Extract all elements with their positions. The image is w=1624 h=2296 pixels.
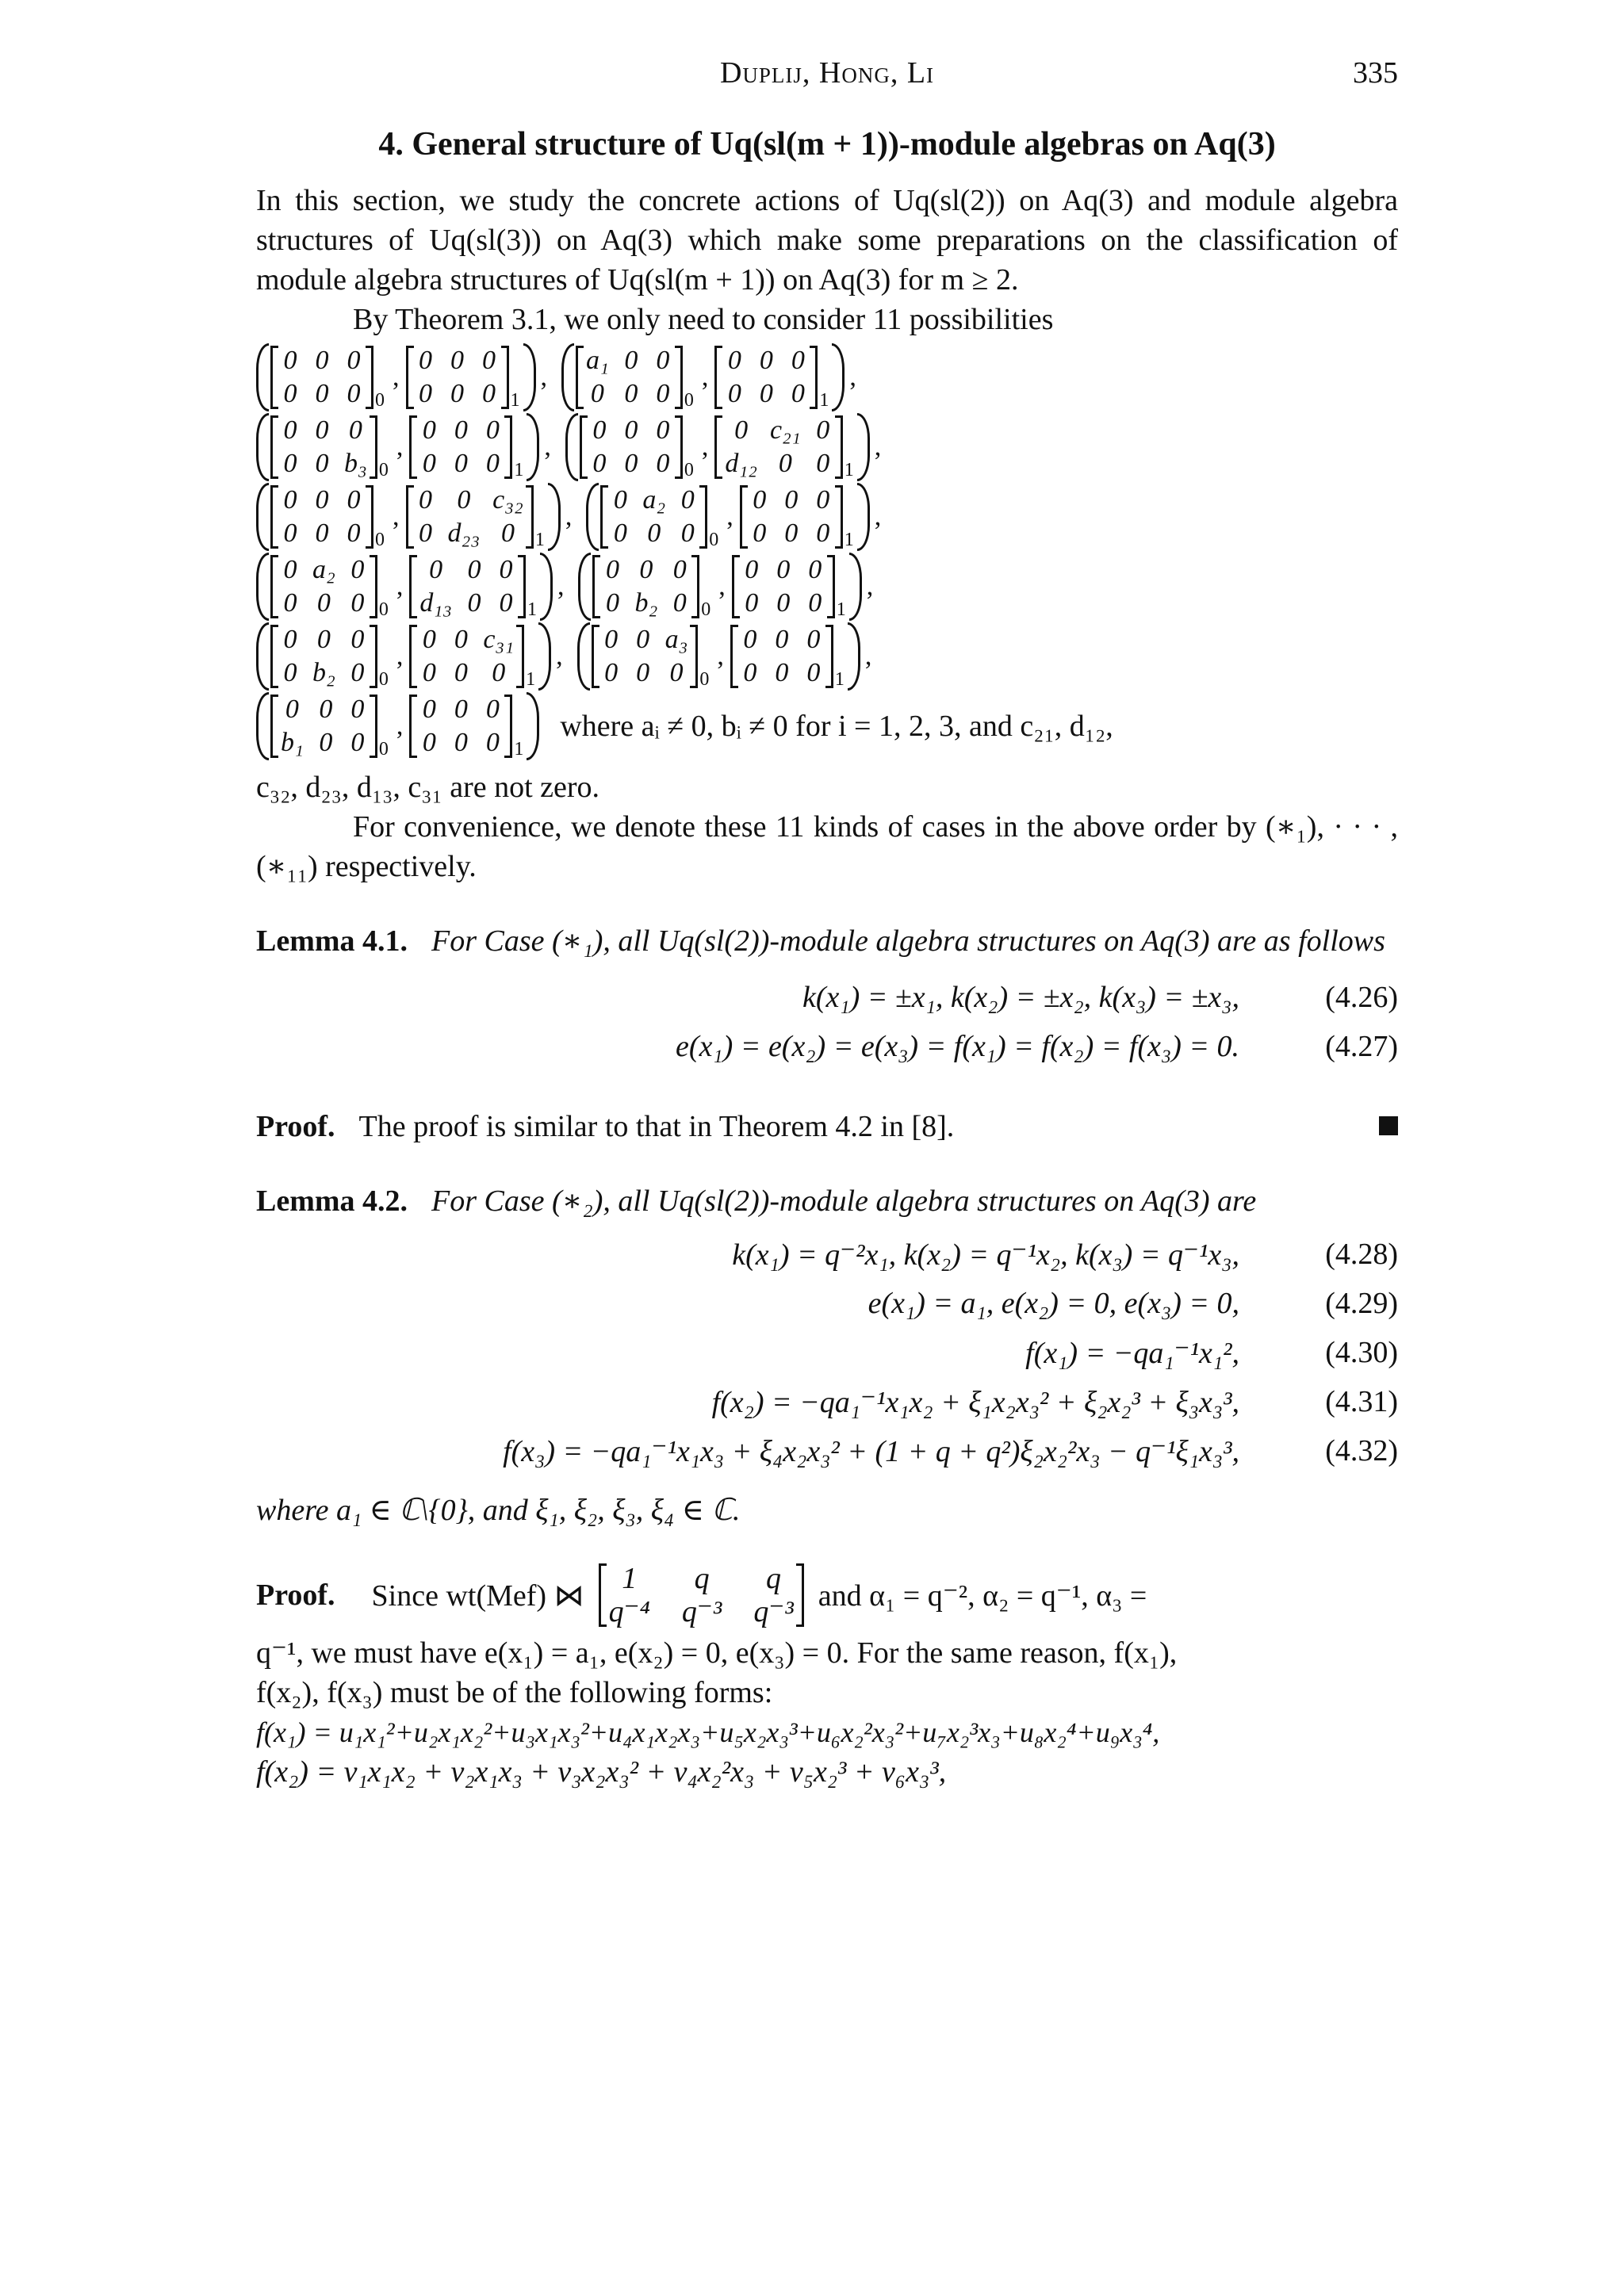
case-pair: 0 0 a₃ 0 0 0 0 , 0 0 0 0 0 0 1 ,: [577, 622, 877, 691]
case-pair: 0 0 0 0 b₂ 0 0 , 0 0 0 0 0 0 1 ,: [578, 553, 878, 621]
theorem-reference: By Theorem 3.1, we only need to consider 11 possibilities: [353, 303, 1054, 336]
lemma-4-1: [256, 921, 1398, 1078]
proof-since: Since wt(Mef) ⋈: [371, 1578, 584, 1613]
lemma-where-clause: where a₁ ∈ ℂ\{0}, and ξ₁, ξ₂, ξ₃, ξ₄ ∈ ℂ.: [256, 1494, 741, 1527]
equation-body: k(x₁) = q⁻²x₁, k(x₂) = q⁻¹x₂, k(x₃) = q⁻¹x₃,: [732, 1238, 1239, 1272]
matrix-0: 0 0 a₃ 0 0 0: [592, 625, 699, 688]
equation-number: (4.32): [1325, 1434, 1398, 1468]
proof-label: Proof.: [256, 1578, 335, 1612]
section-title: 4. General structure of Uq(sl(m + 1))-module algebras on Aq(3): [378, 126, 1276, 163]
proof-after: and α₁ = q⁻², α₂ = q⁻¹, α₃ =: [818, 1578, 1147, 1613]
proof-4-1: [256, 1107, 1398, 1146]
matrix-0: 0 a₂ 0 0 0 0: [600, 485, 707, 549]
proof-line: q⁻¹, we must have e(x₁) = a₁, e(x₂) = 0, e(x₃) = 0. For the same reason, f(x₁),: [256, 1636, 1178, 1670]
case-pair: 0 0 0 0 0 0 0 , 0 0 c₃₂ 0 d₂₃ 0 1 ,: [256, 483, 576, 551]
equation: [256, 1335, 1398, 1384]
lemma-statement: For Case (∗₂), all Uq(sl(2))-module algebra structures on Aq(3) are: [431, 1184, 1257, 1218]
case-pair: 0 0 0 0 0 0 0 , 0 c₂₁ 0 d₁₂ 0 0 1 ,: [565, 413, 886, 481]
case-condition-continued: c₃₂, d₂₃, d₁₃, c₃₁ are not zero.: [256, 771, 600, 804]
case-list: [256, 342, 1398, 761]
matrix-1: 0 0 0 0 0 0: [406, 346, 509, 409]
matrix-1: 0 0 0 0 0 0: [732, 555, 835, 618]
matrix-0: 0 0 0 0 0 0: [270, 485, 373, 549]
matrix-0: a₁ 0 0 0 0 0: [576, 346, 683, 409]
equation-number: (4.29): [1325, 1287, 1398, 1320]
matrix-1: 0 0 0 0 0 0: [714, 346, 818, 409]
equation: [256, 980, 1398, 1029]
lemma-label: Lemma 4.1.: [256, 924, 408, 958]
qed-square-icon: [1379, 1116, 1398, 1135]
matrix-0: 0 a₂ 0 0 0 0: [270, 555, 377, 618]
matrix-1: 0 0 0 0 0 0: [409, 695, 512, 758]
case-pair: 0 0 0 0 b₂ 0 0 , 0 0 c₃₁ 0 0 0 1 ,: [256, 622, 568, 691]
equation-number: (4.28): [1325, 1238, 1398, 1271]
proof-line: f(x₁) = u₁x₁²+u₂x₁x₂²+u₃x₁x₃²+u₄x₁x₂x₃+u₅x₂x₃³+u₆x₂²x₃²+u₇x₂³x₃+u₈x₂⁴+u₉x₃⁴,: [256, 1716, 1160, 1748]
equation-number: (4.27): [1325, 1030, 1398, 1063]
proof-label: Proof.: [256, 1110, 335, 1143]
equation-body: f(x₁) = −qa₁⁻¹x₁²,: [1025, 1337, 1239, 1370]
weight-matrix: 1 q q q⁻⁴ q⁻³ q⁻³: [599, 1563, 804, 1627]
lemma-4-2: [256, 1181, 1398, 1530]
header-authors: Duplij, Hong, Li: [719, 56, 935, 90]
matrix-1: 0 0 0 0 0 0: [740, 485, 843, 549]
page-number: 335: [1353, 56, 1398, 90]
matrix-0: 0 0 0 0 0 0: [580, 415, 683, 479]
convenience-paragraph: For convenience, we denote these 11 kinds of cases in the above order by (∗₁), · · · , (∗₁₁) respectively.: [256, 810, 1398, 883]
proof-line: f(x₂) = v₁x₁x₂ + v₂x₁x₃ + v₃x₂x₃² + v₄x₂²x₃ + v₅x₂³ + v₆x₃³,: [256, 1755, 947, 1789]
lemma-statement: For Case (∗₁), all Uq(sl(2))-module algebra structures on Aq(3) are as follows: [431, 924, 1385, 958]
equation-number: (4.30): [1325, 1336, 1398, 1369]
equation: [256, 1433, 1398, 1483]
equation-body: e(x₁) = e(x₂) = e(x₃) = f(x₁) = f(x₂) = f(x₃) = 0.: [676, 1030, 1239, 1063]
case-condition: where aᵢ ≠ 0, bᵢ ≠ 0 for i = 1, 2, 3, and c₂₁, d₁₂,: [560, 710, 1113, 743]
case-pair: 0 a₂ 0 0 0 0 0 , 0 0 0 d₁₃ 0 0 1 ,: [256, 553, 569, 621]
case-pair: 0 0 0 0 0 b₃ 0 , 0 0 0 0 0 0 1 ,: [256, 413, 556, 481]
intro-paragraph: In this section, we study the concrete actions of Uq(sl(2)) on Aq(3) and module algebra structures of Uq(sl(3)) on Aq(3) which make some preparations on the classification of module algebra structures of Uq(sl(m + 1)) on Aq(3) for m ≥ 2.: [256, 184, 1398, 297]
matrix-1: 0 0 0 d₁₃ 0 0: [409, 555, 526, 618]
case-pair: 0 0 0 b₁ 0 0 0 , 0 0 0 0 0 0 1: [256, 692, 539, 760]
case-pair: 0 0 0 0 0 0 0 , 0 0 0 0 0 0 1 ,: [256, 343, 552, 411]
matrix-0: 0 0 0 b₁ 0 0: [270, 695, 377, 758]
equation-body: e(x₁) = a₁, e(x₂) = 0, e(x₃) = 0,: [868, 1287, 1239, 1320]
lemma-label: Lemma 4.2.: [256, 1184, 408, 1218]
equation: [256, 1237, 1398, 1286]
equation-body: f(x₂) = −qa₁⁻¹x₁x₂ + ξ₁x₂x₃² + ξ₂x₂³ + ξ₃x₃³,: [711, 1386, 1239, 1419]
equation-body: k(x₁) = ±x₁, k(x₂) = ±x₂, k(x₃) = ±x₃,: [802, 981, 1239, 1014]
equation-body: f(x₃) = −qa₁⁻¹x₁x₃ + ξ₄x₂x₃² + (1 + q + q²)ξ₂x₂²x₃ − q⁻¹ξ₁x₃³,: [503, 1435, 1239, 1468]
equation: [256, 1286, 1398, 1335]
case-pair: 0 a₂ 0 0 0 0 0 , 0 0 0 0 0 0 1 ,: [586, 483, 886, 551]
case-row: [256, 482, 1398, 552]
matrix-0: 0 0 0 0 0 0: [270, 346, 373, 409]
equation-number: (4.26): [1325, 981, 1398, 1014]
matrix-0: 0 0 0 0 b₂ 0: [270, 625, 377, 688]
proof-line: f(x₂), f(x₃) must be of the following forms:: [256, 1676, 773, 1709]
proof-text: The proof is similar to that in Theorem 4.2 in [8].: [358, 1110, 955, 1143]
matrix-1: 0 0 c₃₁ 0 0 0: [409, 625, 524, 688]
equation: [256, 1029, 1398, 1078]
case-row: [256, 622, 1398, 691]
matrix-0: 0 0 0 0 0 b₃: [270, 415, 377, 479]
case-row: [256, 691, 1398, 761]
matrix-0: 0 0 0 0 b₂ 0: [592, 555, 699, 618]
matrix-1: 0 0 c₃₂ 0 d₂₃ 0: [406, 485, 534, 549]
matrix-1: 0 c₂₁ 0 d₁₂ 0 0: [714, 415, 842, 479]
equation-number: (4.31): [1325, 1385, 1398, 1418]
running-header: [256, 55, 1398, 103]
case-row: [256, 342, 1398, 412]
matrix-1: 0 0 0 0 0 0: [409, 415, 512, 479]
equation: [256, 1384, 1398, 1433]
proof-4-2: [256, 1557, 1398, 1792]
paper-page: [256, 55, 1398, 1792]
case-row: [256, 552, 1398, 622]
case-pair: a₁ 0 0 0 0 0 0 , 0 0 0 0 0 0 1 ,: [561, 343, 861, 411]
case-row: [256, 412, 1398, 482]
matrix-1: 0 0 0 0 0 0: [730, 625, 833, 688]
